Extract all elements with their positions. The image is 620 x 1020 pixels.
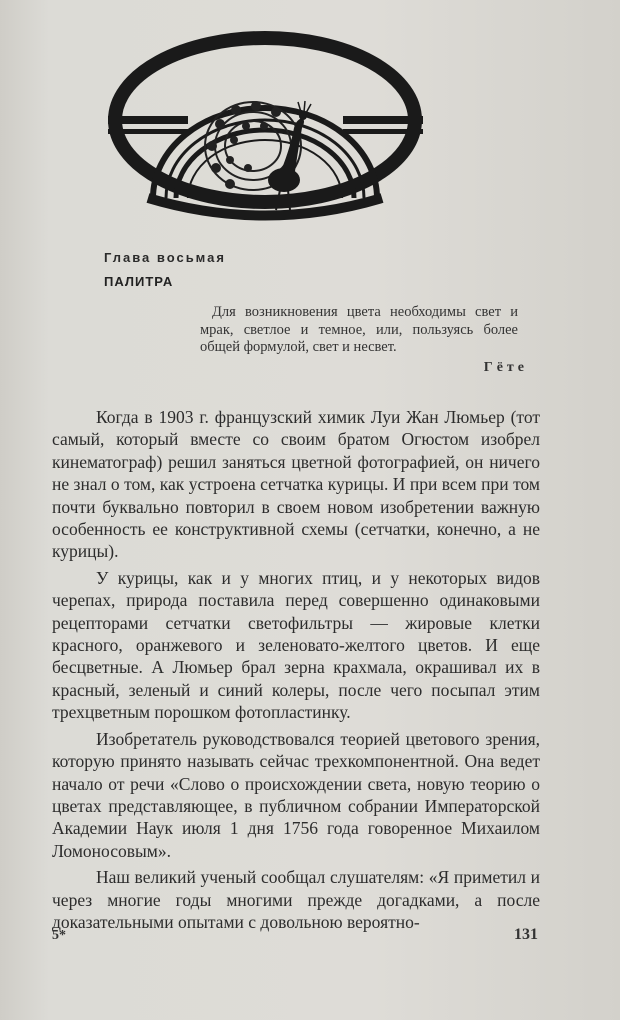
peacock-under-arch-icon	[108, 28, 423, 228]
paragraph: У курицы, как и у многих птиц, и у некоторых видов черепах, природа поставила перед совершенно одинаковыми рецепторами сетчатки светофильтры — жировые клетки красного, оранжевого и зеленовато-желтого цветов. И еще бесцветные. А Люмьер брал зерна крахмала, окрашивал их в красный, зеленый и синий колеры, после чего посыпал этим трехцветным порошком фотопластинку.	[52, 567, 540, 723]
chapter-number: Глава восьмая	[104, 250, 226, 265]
page-number: 131	[514, 926, 538, 943]
epigraph-author: Гёте	[483, 360, 528, 375]
epigraph-text: Для возникновения цвета необходимы свет и мрак, светлое и темное, или, пользуясь более общей формулой, свет и несвет.	[200, 304, 518, 355]
paragraph: Наш великий ученый сообщал слушателям: «Я приметил и через многие годы многими прежде догадками, а после доказательными опытами с довольною вероятно-	[52, 867, 540, 932]
peacock-illustration	[108, 28, 423, 228]
epigraph	[200, 304, 518, 357]
paragraph: Изобретатель руководствовался теорией цветового зрения, которую принято называть сейчас трехкомпонентной. Она ведет начало от речи «Слово о происхождении света, новую теорию о цветах представляющее, в публичном собрании Императорской Академии Наук июля 1 дня 1756 года говоренное Михаилом Ломоносовым».	[52, 728, 540, 861]
paragraph: Когда в 1903 г. французский химик Луи Жан Люмьер (тот самый, который вместе со своим братом Огюстом изобрел кинематограф) решил заняться цветной фотографией, он ничего не знал о том, как устроена сетчатка курицы. И при всем при том почти буквально повторил в своем новом изобретении важную особенность ее конструктивной схемы (сетчатки, конечно, а не курицы).	[52, 407, 540, 562]
body-text	[52, 406, 540, 937]
chapter-title: ПАЛИТРА	[104, 274, 174, 289]
signature-mark: 5*	[52, 928, 66, 943]
